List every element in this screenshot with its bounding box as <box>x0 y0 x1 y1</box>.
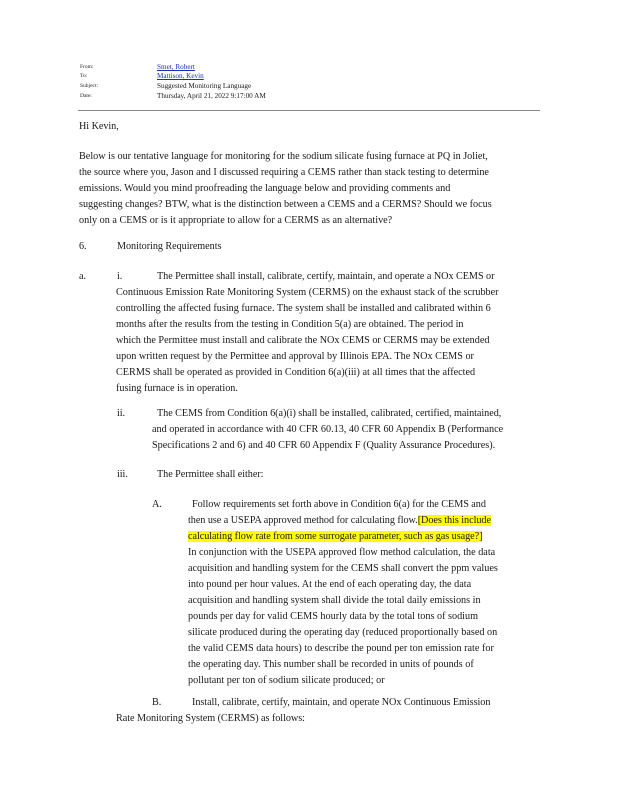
item-i-line: months after the results from the testing in Condition 5(a) are obtained. The period in <box>116 319 464 330</box>
sub-item-a-line: pollutant per ton of sodium silicate produced; or <box>188 675 385 686</box>
item-i-line: The Permittee shall install, calibrate, certify, maintain, and operate a NOx CEMS or <box>157 271 495 282</box>
sub-item-b-letter: B. <box>152 697 162 708</box>
item-ii-number: ii. <box>117 408 126 419</box>
from-link[interactable]: Smet, Robert <box>157 63 195 71</box>
sub-item-a-line: silicate produced during the operating day (reduced proportionally based on <box>188 627 498 638</box>
sub-item-a-line: into pound per hour values. At the end of each operating day, the data <box>188 579 472 590</box>
sub-item-a-paragraph <box>188 545 498 689</box>
item-a-letter: a. <box>79 271 86 282</box>
intro-paragraph <box>79 149 492 229</box>
intro-line: the source where you, Jason and I discussed requiring a CEMS rather than stack testing to determine <box>79 167 489 178</box>
item-iii-number: iii. <box>117 469 128 480</box>
sub-item-a-line: In conjunction with the USEPA approved flow method calculation, the data <box>188 547 496 558</box>
subject-value: Suggested Monitoring Language <box>157 82 252 90</box>
item-ii-line: and operated in accordance with 40 CFR 60.13, 40 CFR 60 Appendix B (Performance <box>152 424 504 435</box>
item-i-line: Continuous Emission Rate Monitoring System (CERMS) on the exhaust stack of the scrubber <box>116 287 499 298</box>
item-i-line: CERMS shall be operated as provided in Condition 6(a)(iii) at all times that the affected <box>116 367 476 378</box>
date-value: Thursday, April 21, 2022 9:17:00 AM <box>157 92 266 100</box>
sub-item-a-line: acquisition and handling system for the CEMS shall convert the ppm values <box>188 563 498 574</box>
sub-item-a-line: Follow requirements set forth above in Condition 6(a) for the CEMS and <box>192 499 486 510</box>
greeting: Hi Kevin, <box>79 121 119 132</box>
item-i-line: fusing furnace is in operation. <box>116 383 238 394</box>
sub-item-a-line <box>188 529 482 545</box>
intro-line: emissions. Would you mind proofreading the language below and providing comments and <box>79 183 451 194</box>
item-i-line: upon written request by the Permittee and approval by Illinois EPA. The NOx CEMS or <box>116 351 474 362</box>
item-ii-paragraph <box>152 422 503 454</box>
sub-item-a-line: acquisition and handling system shall divide the total daily emissions in <box>188 595 481 606</box>
header-divider <box>78 110 540 111</box>
sub-item-b-line: Install, calibrate, certify, maintain, and operate NOx Continuous Emission <box>192 697 491 708</box>
sub-item-a-line <box>188 513 491 529</box>
sub-item-b-line: Rate Monitoring System (CERMS) as follows: <box>116 713 305 724</box>
sub-item-a-text: then use a USEPA approved method for calculating flow. <box>188 515 418 526</box>
intro-line: only on a CEMS or is it appropriate to allow for a CERMS as an alternative? <box>79 215 393 226</box>
intro-line: Below is our tentative language for monitoring for the sodium silicate fusing furnace at PQ in Joliet, <box>79 151 488 162</box>
item-ii-line: The CEMS from Condition 6(a)(i) shall be installed, calibrated, certified, maintained, <box>157 408 502 419</box>
sub-item-a-line: the operating day. This number shall be recorded in units of pounds of <box>188 659 474 670</box>
section-title: Monitoring Requirements <box>117 241 222 252</box>
item-i-line: controlling the affected fusing furnace. The system shall be installed and calibrated within 6 <box>116 303 491 314</box>
to-link[interactable]: Mattison, Kevin <box>157 72 204 80</box>
item-i-number: i. <box>117 271 123 282</box>
subject-label: Subject: <box>80 83 99 89</box>
highlighted-comment: calculating flow rate from some surrogate parameter, such as gas usage?] <box>188 531 483 542</box>
highlighted-comment: [Does this include <box>417 515 491 526</box>
item-ii-line: Specifications 2 and 6) and 40 CFR 60 Appendix F (Quality Assurance Procedures). <box>152 440 496 451</box>
item-i-paragraph <box>116 285 499 397</box>
sub-item-a-line: pounds per day for valid CEMS hourly data by the total tons of sodium <box>188 611 479 622</box>
date-label: Date: <box>80 93 92 99</box>
item-i-line: which the Permittee must install and calibrate the NOx CEMS or CERMS may be extended <box>116 335 490 346</box>
to-label: To: <box>80 73 88 79</box>
sub-item-a-letter: A. <box>152 499 162 510</box>
section-number: 6. <box>79 241 87 252</box>
item-iii-text: The Permittee shall either: <box>157 469 264 480</box>
intro-line: suggesting changes? BTW, what is the distinction between a CEMS and a CERMS? Should we focus <box>79 199 492 210</box>
sub-item-a-line: the valid CEMS data hours) to describe the pound per ton emission rate for <box>188 643 494 654</box>
from-label: From: <box>80 64 94 70</box>
